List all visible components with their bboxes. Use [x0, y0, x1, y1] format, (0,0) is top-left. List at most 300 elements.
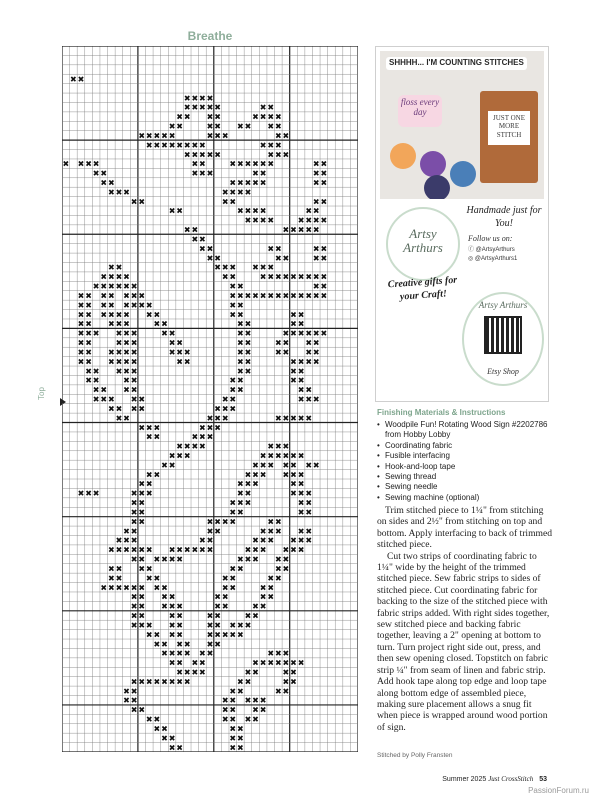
- stitch-mark: ✖: [267, 159, 275, 169]
- stitch-mark: ✖: [145, 423, 153, 433]
- stitch-mark: ✖: [229, 573, 237, 583]
- stitch-mark: ✖: [176, 611, 183, 621]
- stitch-mark: ✖: [312, 225, 320, 235]
- stitch-mark: ✖: [145, 131, 153, 141]
- stitch-mark: ✖: [282, 564, 290, 574]
- stitch-mark: ✖: [267, 517, 275, 527]
- stitch-mark: ✖: [259, 272, 267, 282]
- stitch-mark: ✖: [107, 300, 115, 310]
- stitch-mark: ✖: [229, 686, 237, 696]
- stitch-mark: ✖: [305, 536, 313, 546]
- stitch-mark: ✖: [176, 667, 183, 677]
- stitch-mark: ✖: [214, 526, 221, 536]
- stitch-mark: ✖: [244, 187, 252, 197]
- heart-badge-icon: [420, 151, 446, 177]
- stitch-mark: ✖: [267, 442, 275, 452]
- stitch-mark: ✖: [161, 131, 168, 141]
- stitch-mark: ✖: [237, 724, 244, 734]
- stitch-mark: ✖: [290, 451, 297, 461]
- stitch-mark: ✖: [267, 649, 275, 659]
- stitch-mark: ✖: [85, 291, 92, 301]
- stitch-mark: ✖: [115, 413, 123, 423]
- stitch-mark: ✖: [107, 357, 115, 367]
- stitch-mark: ✖: [237, 347, 244, 357]
- stitch-mark: ✖: [229, 282, 237, 292]
- stitch-mark: ✖: [100, 385, 108, 395]
- stitch-mark: ✖: [274, 131, 282, 141]
- stitch-mark: ✖: [274, 291, 282, 301]
- stitch-mark: ✖: [191, 103, 199, 113]
- stitch-mark: ✖: [153, 423, 161, 433]
- stitch-mark: ✖: [199, 244, 206, 254]
- stitch-mark: ✖: [138, 131, 146, 141]
- stitch-mark: ✖: [297, 225, 305, 235]
- stitch-mark: ✖: [244, 216, 252, 226]
- stitch-mark: ✖: [267, 526, 275, 536]
- stitch-mark: ✖: [320, 282, 328, 292]
- stitch-mark: ✖: [267, 272, 275, 282]
- stitch-mark: ✖: [153, 432, 161, 442]
- stitch-mark: ✖: [138, 555, 146, 565]
- stitch-mark: ✖: [259, 536, 267, 546]
- watermark: PassionForum.ru: [528, 786, 589, 795]
- stitch-mark: ✖: [191, 234, 199, 244]
- stitch-mark: ✖: [267, 216, 275, 226]
- stitch-mark: ✖: [130, 620, 138, 630]
- ad-creative-gifts: Creative gifts for your Craft!: [387, 274, 458, 303]
- stitch-mark: ✖: [229, 498, 237, 508]
- stitch-mark: ✖: [191, 432, 199, 442]
- stitch-mark: ✖: [206, 150, 214, 160]
- stitch-mark: ✖: [312, 253, 320, 263]
- stitch-mark: ✖: [176, 658, 183, 668]
- stitch-mark: ✖: [206, 536, 214, 546]
- stitch-mark: ✖: [312, 282, 320, 292]
- stitch-mark: ✖: [267, 536, 275, 546]
- stitch-mark: ✖: [153, 724, 161, 734]
- stitch-mark: ✖: [161, 677, 168, 687]
- stitch-mark: ✖: [206, 131, 214, 141]
- stitch-mark: ✖: [85, 376, 92, 386]
- stitch-mark: ✖: [191, 169, 199, 179]
- stitch-mark: ✖: [107, 178, 115, 188]
- stitch-mark: ✖: [168, 733, 176, 743]
- stitch-mark: ✖: [244, 470, 252, 480]
- stitch-mark: ✖: [107, 545, 115, 555]
- stitch-mark: ✖: [274, 451, 282, 461]
- stitch-mark: ✖: [191, 150, 199, 160]
- stitch-mark: ✖: [206, 244, 214, 254]
- instructions-body: [377, 505, 553, 733]
- stitch-mark: ✖: [221, 413, 229, 423]
- stitch-mark: ✖: [221, 517, 229, 527]
- stitch-mark: ✖: [274, 686, 282, 696]
- stitch-mark: ✖: [214, 263, 221, 273]
- stitch-mark: ✖: [100, 395, 108, 405]
- stitch-mark: ✖: [259, 206, 267, 216]
- stitch-mark: ✖: [244, 498, 252, 508]
- stitch-mark: ✖: [214, 602, 221, 612]
- stitch-mark: ✖: [115, 319, 123, 329]
- stitch-mark: ✖: [297, 376, 305, 386]
- stitch-mark: ✖: [130, 696, 138, 706]
- stitch-mark: ✖: [320, 197, 328, 207]
- stitch-mark: ✖: [115, 338, 123, 348]
- stitch-mark: ✖: [214, 630, 221, 640]
- list-item: • Sewing thread: [377, 472, 552, 482]
- stitch-mark: ✖: [176, 122, 183, 132]
- stitch-mark: ✖: [100, 300, 108, 310]
- stitch-mark: ✖: [259, 658, 267, 668]
- page-number: 53: [539, 776, 547, 783]
- stitch-mark: ✖: [168, 347, 176, 357]
- stitch-mark: ✖: [130, 395, 138, 405]
- stitch-mark: ✖: [214, 253, 221, 263]
- stitch-mark: ✖: [145, 630, 153, 640]
- ad-wood-card: [480, 91, 538, 183]
- stitch-mark: ✖: [312, 395, 320, 405]
- stitch-mark: ✖: [130, 282, 138, 292]
- rainbow-badge-icon: [390, 143, 416, 169]
- stitch-mark: ✖: [312, 169, 320, 179]
- stitch-mark: ✖: [274, 122, 282, 132]
- stitch-mark: ✖: [145, 564, 153, 574]
- stitch-mark: ✖: [107, 347, 115, 357]
- stitch-mark: ✖: [229, 507, 237, 517]
- stitch-mark: ✖: [244, 206, 252, 216]
- stitch-mark: ✖: [153, 677, 161, 687]
- stitch-mark: ✖: [259, 169, 267, 179]
- stitch-mark: ✖: [77, 310, 85, 320]
- stitch-mark: ✖: [77, 338, 85, 348]
- stitch-mark: ✖: [199, 103, 206, 113]
- stitch-mark: ✖: [138, 583, 146, 593]
- stitch-mark: ✖: [138, 620, 146, 630]
- stitch-mark: ✖: [115, 310, 123, 320]
- stitch-mark: ✖: [168, 338, 176, 348]
- stitch-mark: ✖: [191, 667, 199, 677]
- stitch-mark: ✖: [274, 555, 282, 565]
- stitch-mark: ✖: [297, 272, 305, 282]
- stitch-mark: ✖: [305, 526, 313, 536]
- stitch-mark: ✖: [115, 357, 123, 367]
- stitch-mark: ✖: [145, 715, 153, 725]
- stitch-mark: ✖: [92, 376, 100, 386]
- stitch-mark: ✖: [237, 310, 244, 320]
- stitch-mark: ✖: [221, 197, 229, 207]
- stitch-mark: ✖: [100, 178, 108, 188]
- stitch-mark: ✖: [221, 272, 229, 282]
- stitch-mark: ✖: [274, 112, 282, 122]
- stitch-mark: ✖: [290, 310, 297, 320]
- stitch-mark: ✖: [115, 347, 123, 357]
- stitch-mark: ✖: [237, 319, 244, 329]
- stitch-mark: ✖: [153, 630, 161, 640]
- stitch-mark: ✖: [77, 347, 85, 357]
- stitch-mark: ✖: [206, 545, 214, 555]
- stitch-mark: ✖: [305, 347, 313, 357]
- stitch-mark: ✖: [252, 545, 259, 555]
- stitch-mark: ✖: [183, 545, 191, 555]
- stitch-mark: ✖: [290, 470, 297, 480]
- stitch-mark: ✖: [206, 639, 214, 649]
- instagram-handle: @ArtsyArthurs1: [474, 256, 518, 263]
- stitch-mark: ✖: [145, 140, 153, 150]
- stitch-mark: ✖: [145, 573, 153, 583]
- stitch-mark: ✖: [282, 150, 290, 160]
- stitch-mark: ✖: [320, 244, 328, 254]
- stitch-mark: ✖: [206, 253, 214, 263]
- stitch-mark: ✖: [221, 131, 229, 141]
- stitch-mark: ✖: [176, 620, 183, 630]
- stitch-mark: ✖: [85, 357, 92, 367]
- stitch-mark: ✖: [206, 93, 214, 103]
- stitch-mark: ✖: [115, 404, 123, 414]
- stitch-mark: ✖: [237, 122, 244, 132]
- stitch-mark: ✖: [191, 93, 199, 103]
- stitch-mark: ✖: [123, 366, 130, 376]
- stitch-mark: ✖: [123, 272, 130, 282]
- stitch-mark: ✖: [252, 611, 259, 621]
- stitch-mark: ✖: [153, 573, 161, 583]
- stitch-mark: ✖: [244, 479, 252, 489]
- stitch-mark: ✖: [145, 479, 153, 489]
- list-item: • Hook-and-loop tape: [377, 462, 552, 472]
- stitch-mark: ✖: [237, 620, 244, 630]
- stitch-mark: ✖: [153, 140, 161, 150]
- stitch-mark: ✖: [176, 649, 183, 659]
- stitch-mark: ✖: [130, 536, 138, 546]
- stitch-mark: ✖: [183, 140, 191, 150]
- stitch-mark: ✖: [252, 705, 259, 715]
- stitch-mark: ✖: [312, 216, 320, 226]
- stitch-mark: ✖: [297, 507, 305, 517]
- stitch-mark: ✖: [77, 489, 85, 499]
- stitch-mark: ✖: [267, 140, 275, 150]
- stitch-mark: ✖: [161, 555, 168, 565]
- stitch-mark: ✖: [115, 329, 123, 339]
- stitch-mark: ✖: [244, 319, 252, 329]
- stitch-mark: ✖: [107, 583, 115, 593]
- stitch-mark: ✖: [206, 112, 214, 122]
- stitch-mark: ✖: [130, 686, 138, 696]
- stitch-mark: ✖: [199, 432, 206, 442]
- stitch-mark: ✖: [252, 536, 259, 546]
- stitch-mark: ✖: [92, 282, 100, 292]
- stitch-mark: ✖: [107, 573, 115, 583]
- stitch-mark: ✖: [252, 112, 259, 122]
- stitch-mark: ✖: [145, 300, 153, 310]
- stitch-mark: ✖: [100, 282, 108, 292]
- stitch-mark: ✖: [244, 715, 252, 725]
- stitch-mark: ✖: [214, 517, 221, 527]
- stitch-mark: ✖: [297, 451, 305, 461]
- stitch-mark: ✖: [229, 263, 237, 273]
- stitch-mark: ✖: [123, 686, 130, 696]
- stitch-mark: ✖: [168, 602, 176, 612]
- stitch-mark: ✖: [214, 611, 221, 621]
- stitch-mark: ✖: [176, 743, 183, 752]
- stitch-mark: ✖: [229, 291, 237, 301]
- stitch-mark: ✖: [183, 357, 191, 367]
- stitch-mark: ✖: [229, 620, 237, 630]
- stitch-mark: ✖: [168, 122, 176, 132]
- stitch-mark: ✖: [229, 696, 237, 706]
- stitch-mark: ✖: [153, 583, 161, 593]
- stitch-mark: ✖: [290, 677, 297, 687]
- stitch-mark: ✖: [244, 178, 252, 188]
- logo-line-2: Arthurs: [403, 239, 443, 255]
- stitch-mark: ✖: [237, 630, 244, 640]
- follow-label: Follow us on:: [468, 234, 513, 243]
- stitch-mark: ✖: [267, 150, 275, 160]
- stitch-mark: ✖: [274, 244, 282, 254]
- stitch-mark: ✖: [206, 103, 214, 113]
- stitch-mark: ✖: [274, 150, 282, 160]
- stitch-mark: ✖: [229, 517, 237, 527]
- stitch-mark: ✖: [252, 470, 259, 480]
- stitch-mark: ✖: [145, 489, 153, 499]
- stitch-mark: ✖: [320, 329, 328, 339]
- stitch-mark: ✖: [77, 300, 85, 310]
- stitch-mark: ✖: [145, 677, 153, 687]
- stitch-mark: ✖: [267, 583, 275, 593]
- stitch-mark: ✖: [85, 329, 92, 339]
- stitch-mark: ✖: [130, 291, 138, 301]
- stitch-mark: ✖: [168, 460, 176, 470]
- stitch-mark: ✖: [138, 300, 146, 310]
- stitch-mark: ✖: [297, 329, 305, 339]
- stitch-mark: ✖: [123, 329, 130, 339]
- stitch-mark: ✖: [176, 602, 183, 612]
- stitch-mark: ✖: [191, 658, 199, 668]
- stitch-mark: ✖: [312, 178, 320, 188]
- stitch-mark: ✖: [161, 639, 168, 649]
- stitch-mark: ✖: [206, 423, 214, 433]
- stitch-mark: ✖: [123, 282, 130, 292]
- top-label: Top: [37, 387, 46, 400]
- stitch-mark: ✖: [123, 385, 130, 395]
- stitch-mark: ✖: [229, 197, 237, 207]
- stitch-mark: ✖: [176, 206, 183, 216]
- stitch-mark: ✖: [305, 329, 313, 339]
- stitch-mark: ✖: [320, 178, 328, 188]
- stitch-mark: ✖: [244, 291, 252, 301]
- stitch-mark: ✖: [259, 602, 267, 612]
- stitch-mark: ✖: [130, 526, 138, 536]
- stitch-mark: ✖: [107, 404, 115, 414]
- stitch-mark: ✖: [259, 103, 267, 113]
- stitch-mark: ✖: [206, 620, 214, 630]
- stitch-mark: ✖: [206, 169, 214, 179]
- stitch-mark: ✖: [130, 592, 138, 602]
- stitch-mark: ✖: [138, 677, 146, 687]
- stitch-mark: ✖: [130, 498, 138, 508]
- stitch-mark: ✖: [206, 413, 214, 423]
- stitch-mark: ✖: [244, 545, 252, 555]
- stitch-mark: ✖: [183, 677, 191, 687]
- stitch-mark: ✖: [221, 573, 229, 583]
- stitch-mark: ✖: [312, 159, 320, 169]
- stitch-mark: ✖: [138, 498, 146, 508]
- stitch-mark: ✖: [237, 555, 244, 565]
- stitch-mark: ✖: [85, 159, 92, 169]
- stitch-mark: ✖: [290, 366, 297, 376]
- stitch-mark: ✖: [168, 555, 176, 565]
- stitch-mark: ✖: [259, 178, 267, 188]
- stitch-mark: ✖: [123, 545, 130, 555]
- stitch-mark: ✖: [237, 178, 244, 188]
- stitch-mark: ✖: [183, 150, 191, 160]
- stitch-mark: ✖: [85, 310, 92, 320]
- stitch-mark: ✖: [320, 159, 328, 169]
- stitch-mark: ✖: [290, 667, 297, 677]
- stitch-mark: ✖: [130, 517, 138, 527]
- stitch-mark: ✖: [123, 357, 130, 367]
- stitch-mark: ✖: [282, 131, 290, 141]
- stitch-mark: ✖: [199, 545, 206, 555]
- stitch-mark: ✖: [214, 112, 221, 122]
- instructions-paragraph: Cut two strips of coordinating fabric to 1¼" wide by the height of the trimmed stitched piece. Sew fabric strips to sides of stitched piece. Cut coordinating fabric for backing to the size of the stitched piece with fabric strips added. With right sides together, sew stitched piece and backing fabric together, leaving a 2" opening at bottom to turn. Turn project right side out, press, and then sew opening closed. Topstitch on fabric strip ¼" from seam of linen and fabric strip. Add hook tape along top edge and loop tape along bottom edge of assembled piece, making sure placement allows a snug fit when piece is wrapped around wood portion of sign.: [377, 550, 550, 733]
- stitch-mark: ✖: [259, 583, 267, 593]
- stitch-mark: ✖: [221, 705, 229, 715]
- stitch-mark: ✖: [199, 169, 206, 179]
- stitch-mark: ✖: [244, 555, 252, 565]
- stitch-mark: ✖: [161, 329, 168, 339]
- stitch-mark: ✖: [274, 338, 282, 348]
- stitch-mark: ✖: [123, 376, 130, 386]
- stitch-mark: ✖: [297, 498, 305, 508]
- stitch-mark: ✖: [252, 206, 259, 216]
- stitch-mark: ✖: [244, 122, 252, 132]
- stitch-mark: ✖: [168, 545, 176, 555]
- stitch-mark: ✖: [267, 263, 275, 273]
- stitch-mark: ✖: [130, 376, 138, 386]
- stitch-mark: ✖: [320, 291, 328, 301]
- stitch-mark: ✖: [100, 291, 108, 301]
- stitch-mark: ✖: [244, 347, 252, 357]
- stitch-mark: ✖: [138, 611, 146, 621]
- stitch-mark: ✖: [123, 319, 130, 329]
- stitch-mark: ✖: [176, 338, 183, 348]
- stitch-mark: ✖: [161, 733, 168, 743]
- stitch-mark: ✖: [145, 432, 153, 442]
- stitch-mark: ✖: [229, 376, 237, 386]
- stitch-mark: ✖: [290, 413, 297, 423]
- ad-floss-tag: floss every day: [398, 95, 442, 127]
- stitch-mark: ✖: [282, 649, 290, 659]
- stitch-mark: ✖: [282, 658, 290, 668]
- stitch-mark: ✖: [206, 432, 214, 442]
- stitch-mark: ✖: [297, 479, 305, 489]
- stitch-mark: ✖: [297, 385, 305, 395]
- stitch-mark: ✖: [244, 611, 252, 621]
- stitch-mark: ✖: [274, 649, 282, 659]
- stitch-mark: ✖: [176, 451, 183, 461]
- stitch-mark: ✖: [312, 329, 320, 339]
- stitch-mark: ✖: [312, 206, 320, 216]
- stitch-mark: ✖: [85, 366, 92, 376]
- stitch-mark: ✖: [259, 216, 267, 226]
- qr-code-icon: [486, 318, 520, 352]
- stitch-mark: ✖: [92, 169, 100, 179]
- stitch-mark: ✖: [229, 272, 237, 282]
- stitch-mark: ✖: [214, 131, 221, 141]
- stitch-mark: ✖: [290, 225, 297, 235]
- stitch-mark: ✖: [123, 583, 130, 593]
- stitch-mark: ✖: [290, 291, 297, 301]
- stitch-mark: ✖: [168, 206, 176, 216]
